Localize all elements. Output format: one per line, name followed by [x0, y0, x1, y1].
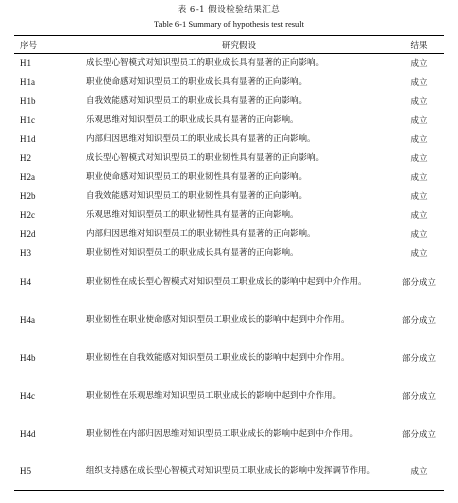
hypothesis-id-cell: H1b — [20, 96, 36, 106]
hypothesis-result-cell: 成立 — [410, 78, 428, 88]
hypothesis-content-cell: 职业韧性在职业使命感对知识型员工职业成长的影响中起到中介作用。 — [86, 314, 350, 325]
hypothesis-id-cell: H4c — [20, 390, 35, 401]
hypothesis-id-cell: H1c — [20, 115, 35, 125]
hypothesis-result-cell: 成立 — [410, 116, 428, 126]
table-row — [14, 130, 444, 149]
table-row — [14, 339, 444, 377]
table-title-english: Table 6-1 Summary of hypothesis test result — [153, 19, 305, 29]
hypothesis-content-cell: 内部归因思维对知识型员工的职业韧性具有显著的正向影响。 — [86, 229, 316, 239]
table-row — [14, 54, 444, 73]
hypothesis-content-cell: 职业韧性在自我效能感对知识型员工职业成长的影响中起到中介作用。 — [86, 352, 350, 363]
hypothesis-content-cell: 内部归因思维对知识型员工的职业成长具有显著的正向影响。 — [86, 134, 316, 144]
hypothesis-result-cell: 成立 — [410, 135, 428, 145]
table-row — [14, 168, 444, 187]
header-id: 序号 — [14, 36, 84, 54]
hypothesis-content-cell: 自我效能感对知识型员工的职业韧性具有显著的正向影响。 — [86, 191, 308, 201]
hypothesis-id-cell: H3 — [20, 248, 31, 258]
hypothesis-result-cell: 成立 — [394, 453, 444, 491]
hypothesis-content-cell: 成长型心智模式对知识型员工的职业韧性具有显著的正向影响。 — [86, 153, 325, 163]
hypothesis-result-cell: 成立 — [410, 154, 428, 164]
hypothesis-result-cell: 部分成立 — [401, 315, 436, 326]
table-row — [14, 263, 444, 301]
table-body — [14, 54, 444, 491]
hypothesis-result-cell: 成立 — [410, 211, 428, 221]
hypothesis-id-cell: H4a — [20, 314, 35, 325]
hypothesis-content-cell: 成长型心智模式对知识型员工的职业成长具有显著的正向影响。 — [86, 58, 325, 69]
table-row — [14, 453, 444, 491]
hypothesis-content-cell: 乐观思维对知识型员工的职业成长具有显著的正向影响。 — [86, 115, 299, 125]
hypothesis-content-cell: 职业使命感对知识型员工的职业韧性具有显著的正向影响。 — [86, 172, 308, 182]
table-row — [14, 301, 444, 339]
table-row — [14, 111, 444, 130]
hypothesis-result-cell: 成立 — [410, 59, 428, 70]
hypothesis-id-cell: H2b — [20, 191, 36, 201]
hypothesis-id-cell: H4 — [20, 276, 31, 287]
hypothesis-content-cell: 乐观思维对知识型员工的职业韧性具有显著的正向影响。 — [86, 210, 299, 220]
table-header-row — [14, 36, 444, 54]
hypothesis-results-table — [14, 35, 444, 491]
header-hypothesis: 研究假设 — [84, 36, 394, 54]
hypothesis-result-cell: 成立 — [410, 192, 428, 202]
hypothesis-content-cell: 职业韧性对知识型员工的职业成长具有显著的正向影响。 — [86, 248, 299, 258]
hypothesis-content-cell: 职业使命感对知识型员工的职业成长具有显著的正向影响。 — [86, 77, 308, 87]
hypothesis-result-cell: 部分成立 — [401, 391, 436, 402]
hypothesis-id-cell: H2c — [20, 210, 35, 220]
hypothesis-id-cell: H4b — [20, 352, 36, 363]
table-row — [14, 377, 444, 415]
hypothesis-content-cell: 组织支持感在成长型心智模式对知识型员工职业成长的影响中发挥调节作用。 — [84, 453, 394, 491]
table-row — [14, 149, 444, 168]
table-row — [14, 92, 444, 111]
hypothesis-id-cell: H2a — [20, 172, 35, 182]
hypothesis-content-cell: 职业韧性在内部归因思维对知识型员工职业成长的影响中起到中介作用。 — [86, 428, 359, 439]
hypothesis-content-cell: 职业韧性在乐观思维对知识型员工职业成长的影响中起到中介作用。 — [86, 390, 342, 401]
hypothesis-content-cell: 自我效能感对知识型员工的职业成长具有显著的正向影响。 — [86, 96, 308, 106]
hypothesis-result-cell: 成立 — [410, 230, 428, 240]
table-row — [14, 244, 444, 263]
hypothesis-id-cell: H4d — [20, 428, 36, 439]
hypothesis-id-cell: H5 — [14, 453, 84, 491]
hypothesis-id-cell: H1a — [20, 77, 35, 87]
header-result: 结果 — [394, 36, 444, 54]
table-row — [14, 187, 444, 206]
table-title-chinese: 表 6-1 假设检验结果汇总 — [177, 5, 281, 15]
hypothesis-result-cell: 成立 — [410, 173, 428, 183]
hypothesis-id-cell: H1 — [20, 58, 31, 69]
hypothesis-result-cell: 部分成立 — [401, 353, 436, 364]
hypothesis-content-cell: 职业韧性在成长型心智模式对知识型员工职业成长的影响中起到中介作用。 — [86, 276, 367, 287]
hypothesis-result-cell: 成立 — [410, 249, 428, 259]
hypothesis-id-cell: H2d — [20, 229, 36, 239]
hypothesis-result-cell: 部分成立 — [401, 429, 436, 440]
table-row — [14, 206, 444, 225]
table-row — [14, 415, 444, 453]
table-row — [14, 73, 444, 92]
hypothesis-id-cell: H1d — [20, 134, 36, 144]
hypothesis-result-cell: 部分成立 — [401, 277, 436, 288]
hypothesis-result-cell: 成立 — [410, 97, 428, 107]
hypothesis-id-cell: H2 — [20, 153, 31, 163]
table-row — [14, 225, 444, 244]
